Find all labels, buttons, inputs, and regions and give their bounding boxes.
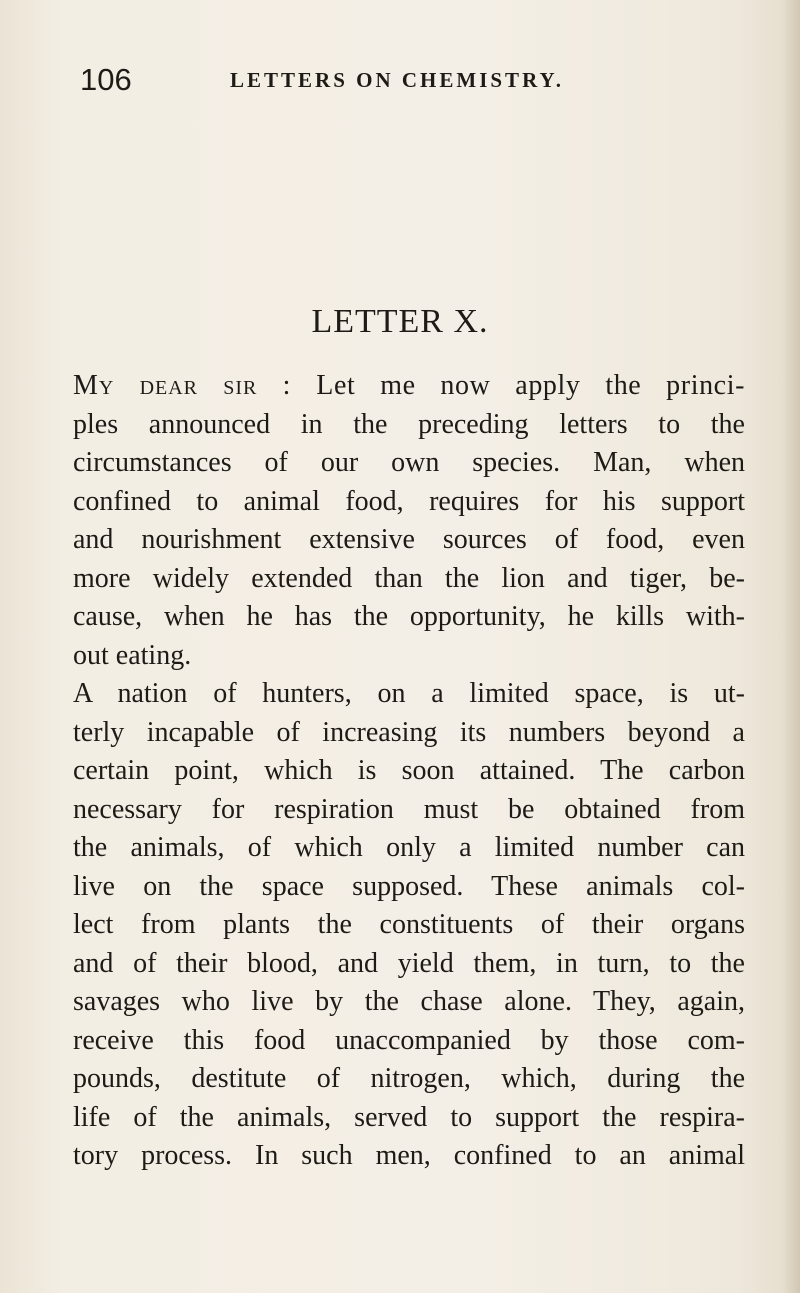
text-line-4: confined to animal food, requires for his support xyxy=(73,485,745,517)
text-line-21: tory process. In such men, confined to an animal xyxy=(73,1140,745,1171)
text-line-9: A nation of hunters, on a limited space, is ut- xyxy=(73,678,745,709)
text-line-19: pounds, destitute of nitrogen, which, during the xyxy=(73,1063,745,1094)
text-line-15: lect from plants the constituents of their organs xyxy=(73,909,745,940)
text-line-7: cause, when he has the opportunity, he kills with- xyxy=(73,601,745,632)
salutation: My dear sir : xyxy=(73,370,292,401)
text-line-17: savages who live by the chase alone. They, again, xyxy=(73,986,745,1017)
letter-heading: LETTER X. xyxy=(311,303,489,340)
page-number: 106 xyxy=(80,62,132,97)
text-line-5: and nourishment extensive sources of food, even xyxy=(73,524,745,555)
page-edge-shadow xyxy=(782,0,800,1293)
letter-body xyxy=(73,367,745,1176)
text-line-3: circumstances of our own species. Man, when xyxy=(73,447,745,478)
text-line-18: receive this food unaccompanied by those com- xyxy=(73,1024,745,1056)
text-line-2: ples announced in the preceding letters to the xyxy=(73,408,745,440)
page-header xyxy=(80,62,740,102)
text-line-13: the animals, of which only a limited number can xyxy=(73,832,745,863)
text-line-20: life of the animals, served to support the respira- xyxy=(73,1101,745,1133)
text-line-16: and of their blood, and yield them, in turn, to the xyxy=(73,947,745,979)
text-line-10: terly incapable of increasing its numbers beyond a xyxy=(73,716,745,748)
text-line-1-rest: Let me now apply the princi- xyxy=(291,370,746,401)
text-line-14: live on the space supposed. These animals col- xyxy=(73,870,745,902)
running-head: LETTERS ON CHEMISTRY. xyxy=(230,68,564,92)
text-line-11: certain point, which is soon attained. The carbon xyxy=(73,755,745,786)
text-line-6: more widely extended than the lion and tiger, be- xyxy=(73,562,745,594)
text-line-12: necessary for respiration must be obtained from xyxy=(73,793,745,825)
text-line-8: out eating. xyxy=(73,639,192,671)
text-line-1 xyxy=(73,367,745,406)
